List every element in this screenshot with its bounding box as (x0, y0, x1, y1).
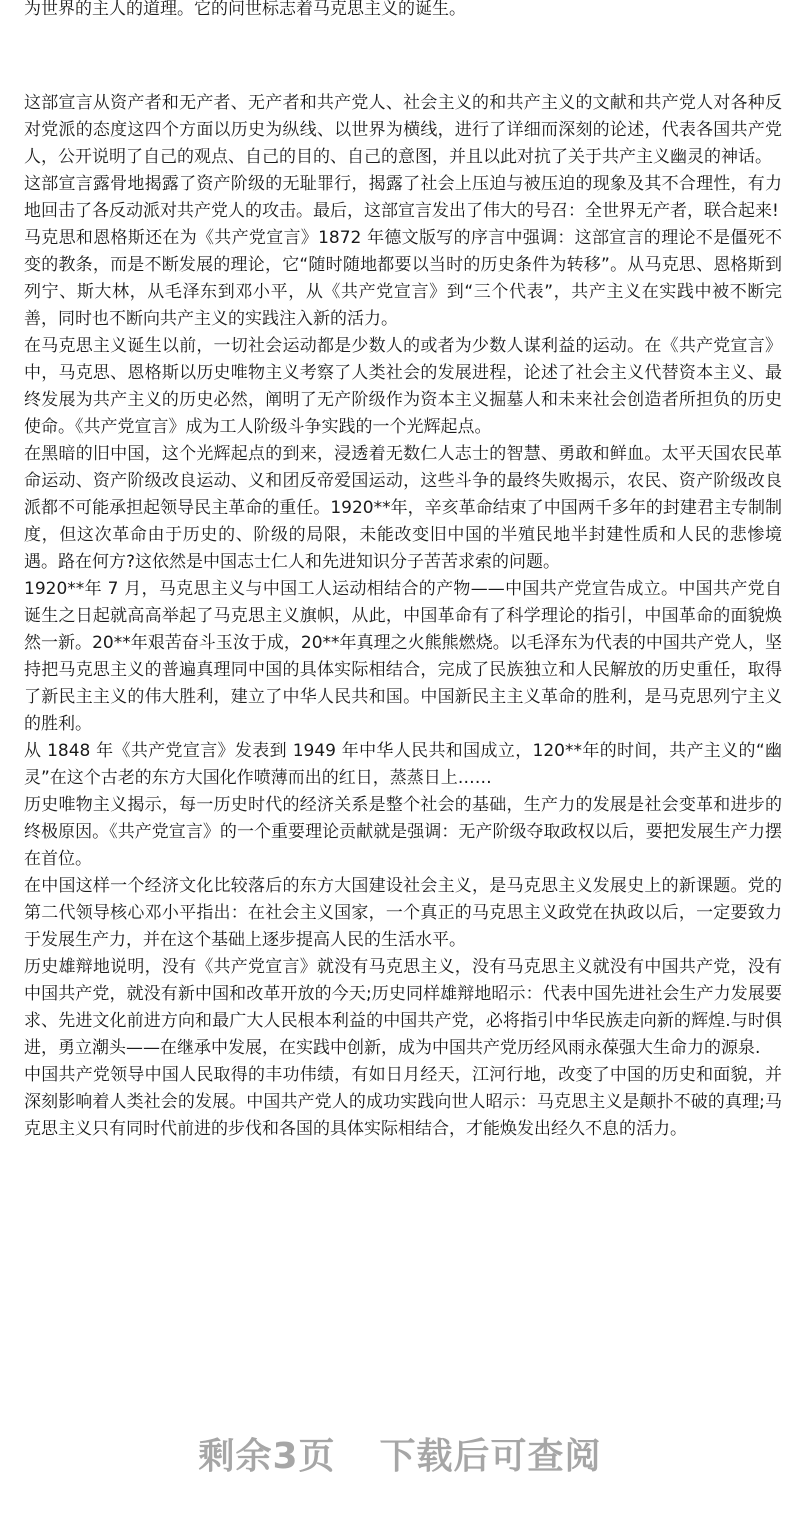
paragraph: 在马克思主义诞生以前，一切社会运动都是少数人的或者为少数人谋利益的运动。在《共产党宣言》中，马克思、恩格斯以历史唯物主义考察了人类社会的发展进程，论述了社会主义代替资本主义、最终发展为共产主义的历史必然，阐明了无产阶级作为资本主义掘墓人和未来社会创造者所担负的历史使命。《共产党宣言》成为工人阶级斗争实践的一个光辉起点。 (24, 336, 782, 437)
paragraph: 中国共产党领导中国人民取得的丰功伟绩，有如日月经天，江河行地，改变了中国的历史和面貌，并深刻影响着人类社会的发展。中国共产党人的成功实践向世人昭示：马克思主义是颠扑不破的真理;马克思主义只有同时代前进的步伐和各国的具体实际相结合，才能焕发出经久不息的活力。 (24, 1065, 782, 1139)
intro-text: 为世界的主人的道理。它的问世标志着马克思主义的诞生。 (24, 0, 466, 19)
download-prompt-label: 下载后可查阅 (379, 1436, 602, 1477)
paragraph: 马克思和恩格斯还在为《共产党宣言》1872 年德文版写的序言中强调：这部宣言的理论不是僵死不变的教条，而是不断发展的理论，它“随时随地都要以当时的历史条件为转移”。从马克思、恩格斯到列宁、斯大林，从毛泽东到邓小平，从《共产党宣言》到“三个代表”，共产主义在实践中被不断完善，同时也不断向共产主义的实践注入新的活力。 (24, 228, 782, 329)
paragraph: 从 1848 年《共产党宣言》发表到 1949 年中华人民共和国成立，120**年的时间，共产主义的“幽灵”在这个古老的东方大国化作喷薄而出的红日，蒸蒸日上…… (24, 741, 782, 788)
paragraph: 历史雄辩地说明，没有《共产党宣言》就没有马克思主义，没有马克思主义就没有中国共产党，没有中国共产党，就没有新中国和改革开放的今天;历史同样雄辩地昭示：代表中国先进社会生产力发展要求、先进文化前进方向和最广大人民根本利益的中国共产党，必将指引中华民族走向新的辉煌.与时俱进，勇立潮头——在继承中发展，在实践中创新，成为中国共产党历经风雨永葆强大生命力的源泉. (24, 957, 782, 1058)
download-more-banner[interactable] (0, 1428, 800, 1479)
paragraph: 历史唯物主义揭示，每一历史时代的经济关系是整个社会的基础，生产力的发展是社会变革和进步的终极原因。《共产党宣言》的一个重要理论贡献就是强调：无产阶级夺取政权以后，要把发展生产力摆在首位。 (24, 795, 782, 869)
remaining-pages-label: 剩余3页 (198, 1436, 336, 1477)
paragraph: 在黑暗的旧中国，这个光辉起点的到来，浸透着无数仁人志士的智慧、勇敢和鲜血。太平天国农民革命运动、资产阶级改良运动、义和团反帝爱国运动，这些斗争的最终失败揭示，农民、资产阶级改良派都不可能承担起领导民主革命的重任。1920**年，辛亥革命结束了中国两千多年的封建君主专制制度，但这次革命由于历史的、阶级的局限，未能改变旧中国的半殖民地半封建性质和人民的悲惨境遇。路在何方?这依然是中国志士仁人和先进知识分子苦苦求索的问题。 (24, 444, 782, 572)
document-body (24, 90, 782, 1143)
paragraph: 在中国这样一个经济文化比较落后的东方大国建设社会主义，是马克思主义发展史上的新课题。党的第二代领导核心邓小平指出：在社会主义国家，一个真正的马克思主义政党在执政以后，一定要致力于发展生产力，并在这个基础上逐步提高人民的生活水平。 (24, 876, 782, 950)
intro-tail (24, 0, 782, 23)
paragraph: 这部宣言露骨地揭露了资产阶级的无耻罪行，揭露了社会上压迫与被压迫的现象及其不合理性，有力地回击了各反动派对共产党人的攻击。最后，这部宣言发出了伟大的号召：全世界无产者，联合起来! (24, 174, 782, 221)
paragraph: 这部宣言从资产者和无产者、无产者和共产党人、社会主义的和共产主义的文献和共产党人对各种反对党派的态度这四个方面以历史为纵线、以世界为横线，进行了详细而深刻的论述，代表各国共产党人，公开说明了自己的观点、自己的目的、自己的意图，并且以此对抗了关于共产主义幽灵的神话。 (24, 93, 782, 167)
paragraph: 1920**年 7 月，马克思主义与中国工人运动相结合的产物——中国共产党宣告成立。中国共产党自诞生之日起就高高举起了马克思主义旗帜，从此，中国革命有了科学理论的指引，中国革命的面貌焕然一新。20**年艰苦奋斗玉汝于成，20**年真理之火熊熊燃烧。以毛泽东为代表的中国共产党人，坚持把马克思主义的普遍真理同中国的具体实际相结合，完成了民族独立和人民解放的历史重任，取得了新民主主义的伟大胜利，建立了中华人民共和国。中国新民主主义革命的胜利，是马克思列宁主义的胜利。 (24, 579, 782, 734)
